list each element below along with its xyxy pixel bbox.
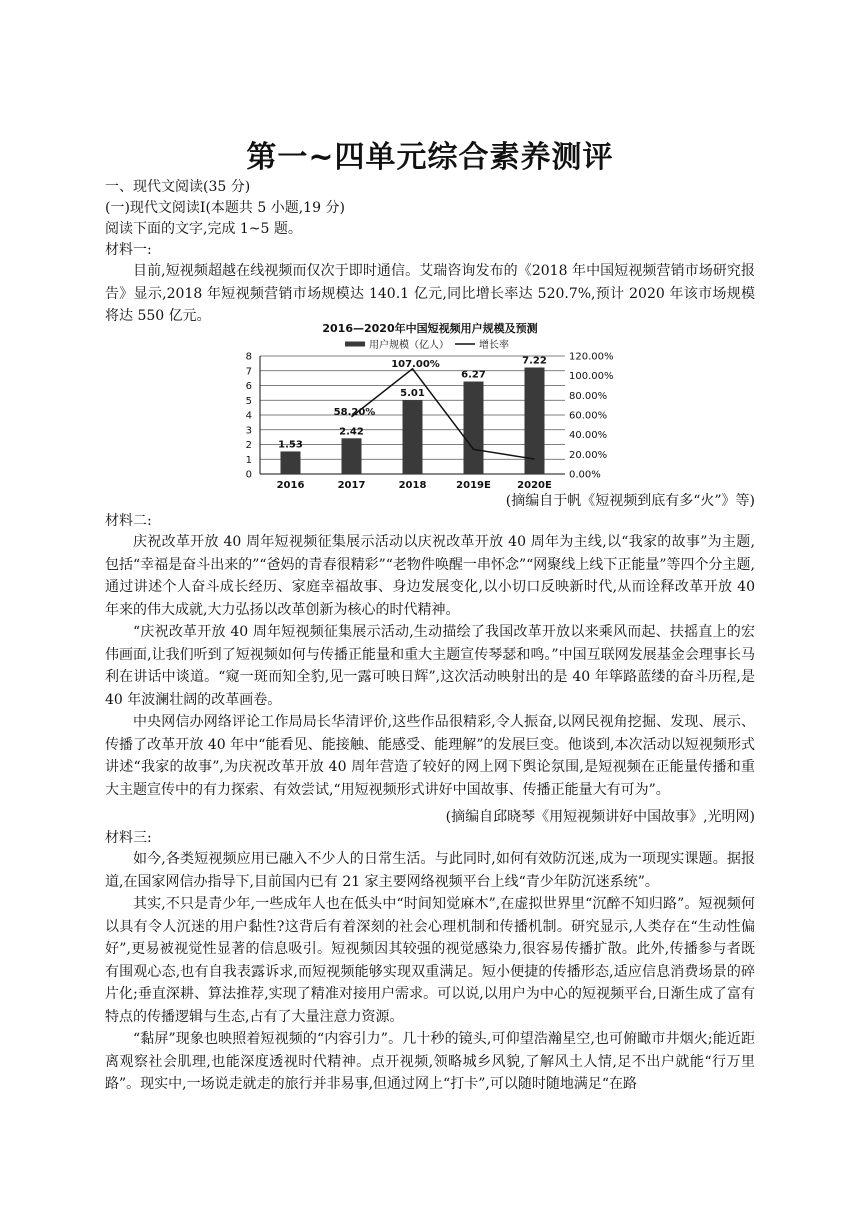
y-tick-label: 3 (245, 425, 252, 437)
material3-paragraph-3: “黏屏”现象也映照着短视频的“内容引力”。几十秒的镜头,可仰望浩瀚星空,也可俯瞰市井烟火;能近距离观察社会肌理,也能深度透视时代精神。点开视频,领略城乡风貌,了解风土人情,足不出户就能“行万里路”。现实中,一场说走就走的旅行并非易事,但通过网上“打卡”,可以随时随地满足“在路 (105, 1031, 755, 1092)
line-value-label: 58.20% (333, 406, 376, 418)
y2-tick-label: 60.00% (569, 410, 608, 422)
instruction: 阅读下面的文字,完成 1~5 题。 (105, 221, 302, 237)
y2-tick-label: 40.00% (569, 430, 608, 442)
bar-value-label: 7.22 (522, 355, 547, 367)
y2-tick-label: 0.00% (569, 469, 601, 481)
chart-title: 2016—2020年中国短视频用户规模及预测 (322, 322, 538, 335)
y-tick-label: 4 (245, 410, 252, 422)
x-tick-label: 2016 (276, 480, 305, 491)
material3-paragraph-2: 其实,不只是青少年,一些成年人也在低头中“时间知觉麻木”,在虚拟世界里“沉醉不知归路”。短视频何以具有令人沉迷的用户黏性?这背后有着深刻的社会心理机制和传播机制。研究显示,人类存在“生动性偏好”,更易被视觉性显著的信息吸引。短视频因其较强的视觉感染力,很容易传播扩散。此外,传播参与者既有围观心态,也有自我表露诉求,而短视频能够实现双重满足。短小便捷的传播形态,适应信息消费场景的碎片化;垂直深耕、算法推荐,实现了精准对接用户需求。可以说,以用户为中心的短视频平台,日渐生成了富有特点的传播逻辑与生态,占有了大量注意力资源。 (105, 896, 755, 1025)
line-value-label: 107.00% (391, 358, 440, 370)
bar-value-label: 6.27 (461, 369, 486, 381)
legend-bar-swatch (345, 342, 365, 347)
y2-tick-label: 20.00% (569, 449, 608, 461)
material2-source: (摘编自邱晓琴《用短视频讲好中国故事》,光明网) (445, 809, 755, 825)
x-tick-label: 2017 (337, 480, 366, 491)
material2-paragraph-1: 庆祝改革开放 40 周年短视频征集展示活动以庆祝改革开放 40 周年为主线,以“我家的故事”为主题,包括“幸福是奋斗出来的”“爸妈的青春很精彩”“老物件唤醒一串怀念”“网聚线上线下正能量”等四个分主题,通过讲述个人奋斗成长经历、家庭幸福故事、身边发展变化,以小切口反映新时代,从而诠释改革开放 40 年来的伟大成就,大力弘扬以改革创新为核心的时代精神。 (105, 534, 755, 618)
legend-bar-label: 用户规模（亿人） (369, 340, 449, 351)
bar-value-label: 2.42 (339, 426, 364, 438)
y-tick-label: 7 (245, 366, 252, 378)
y-tick-label: 0 (245, 469, 252, 481)
material2-heading: 材料二: (105, 513, 152, 529)
y-tick-label: 2 (245, 440, 252, 451)
section-heading: 一、现代文阅读(35 分) (105, 179, 251, 195)
bar-value-label: 1.53 (278, 439, 303, 451)
x-tick-label: 2019E (456, 480, 491, 491)
material3-heading: 材料三: (105, 830, 152, 846)
y-tick-label: 6 (245, 381, 252, 392)
material1-paragraph: 目前,短视频超越在线视频而仅次于即时通信。艾瑞咨询发布的《2018 年中国短视频营销市场研究报告》显示,2018 年短视频营销市场规模达 140.1 亿元,同比增长率达 520.7%,预计 2020 年该市场规模将达 550 亿元。 (105, 263, 755, 324)
y-tick-label: 5 (245, 395, 252, 407)
material2-paragraph-2: “庆祝改革开放 40 周年短视频征集展示活动,生动描绘了我国改革开放以来乘风而起、扶摇直上的宏伟画面,让我们听到了短视频如何与传播正能量和重大主题宣传琴瑟和鸣。”中国互联网发展基金会理事长马利在讲话中谈道。“窥一斑而知全豹,见一露可映日辉”,这次活动映射出的是 40 年筚路蓝缕的奋斗历程,是 40 年波澜壮阔的改革画卷。 (105, 624, 755, 708)
y2-tick-label: 80.00% (569, 390, 608, 402)
material3-paragraph-1: 如今,各类短视频应用已融入不少人的日常生活。与此同时,如何有效防沉迷,成为一项现实课题。据报道,在国家网信办指导下,目前国内已有 21 家主要网络视频平台上线“青少年防沉迷系统”。 (105, 851, 755, 890)
subsection-heading: (一)现代文阅读Ⅰ(本题共 5 小题,19 分) (105, 200, 345, 216)
page-title: 第一~四单元综合素养测评 (246, 140, 614, 175)
legend-line-label: 增长率 (479, 340, 509, 351)
y2-tick-label: 100.00% (569, 371, 614, 383)
x-tick-label: 2018 (398, 480, 427, 491)
material1-heading: 材料一: (105, 242, 152, 258)
growth-line (352, 369, 535, 459)
x-tick-label: 2020E (517, 480, 552, 491)
y2-tick-label: 120.00% (569, 351, 614, 363)
material2-paragraph-3: 中央网信办网络评论工作局局长华清评价,这些作品很精彩,令人振奋,以网民视角挖掘、发现、展示、传播了改革开放 40 年中“能看见、能接触、能感受、能理解”的发展巨变。他谈到,本次活动以短视频形式讲述“我家的故事”,为庆祝改革开放 40 周年营造了较好的网上网下舆论氛围,是短视频在正能量传播和重大主题宣传中的有力探索、有效尝试,“用短视频形式讲好中国故事、传播正能量大有可为”。 (105, 714, 755, 798)
bar (464, 382, 484, 474)
bar-value-label: 5.01 (400, 388, 425, 400)
y-tick-label: 1 (245, 454, 252, 466)
bar-line-chart (230, 336, 630, 494)
bar (281, 451, 301, 474)
bar (342, 438, 362, 474)
y-tick-label: 8 (245, 351, 252, 363)
material1-source: (摘编自于帆《短视频到底有多“火”》等) (505, 493, 755, 509)
bar (403, 400, 423, 474)
